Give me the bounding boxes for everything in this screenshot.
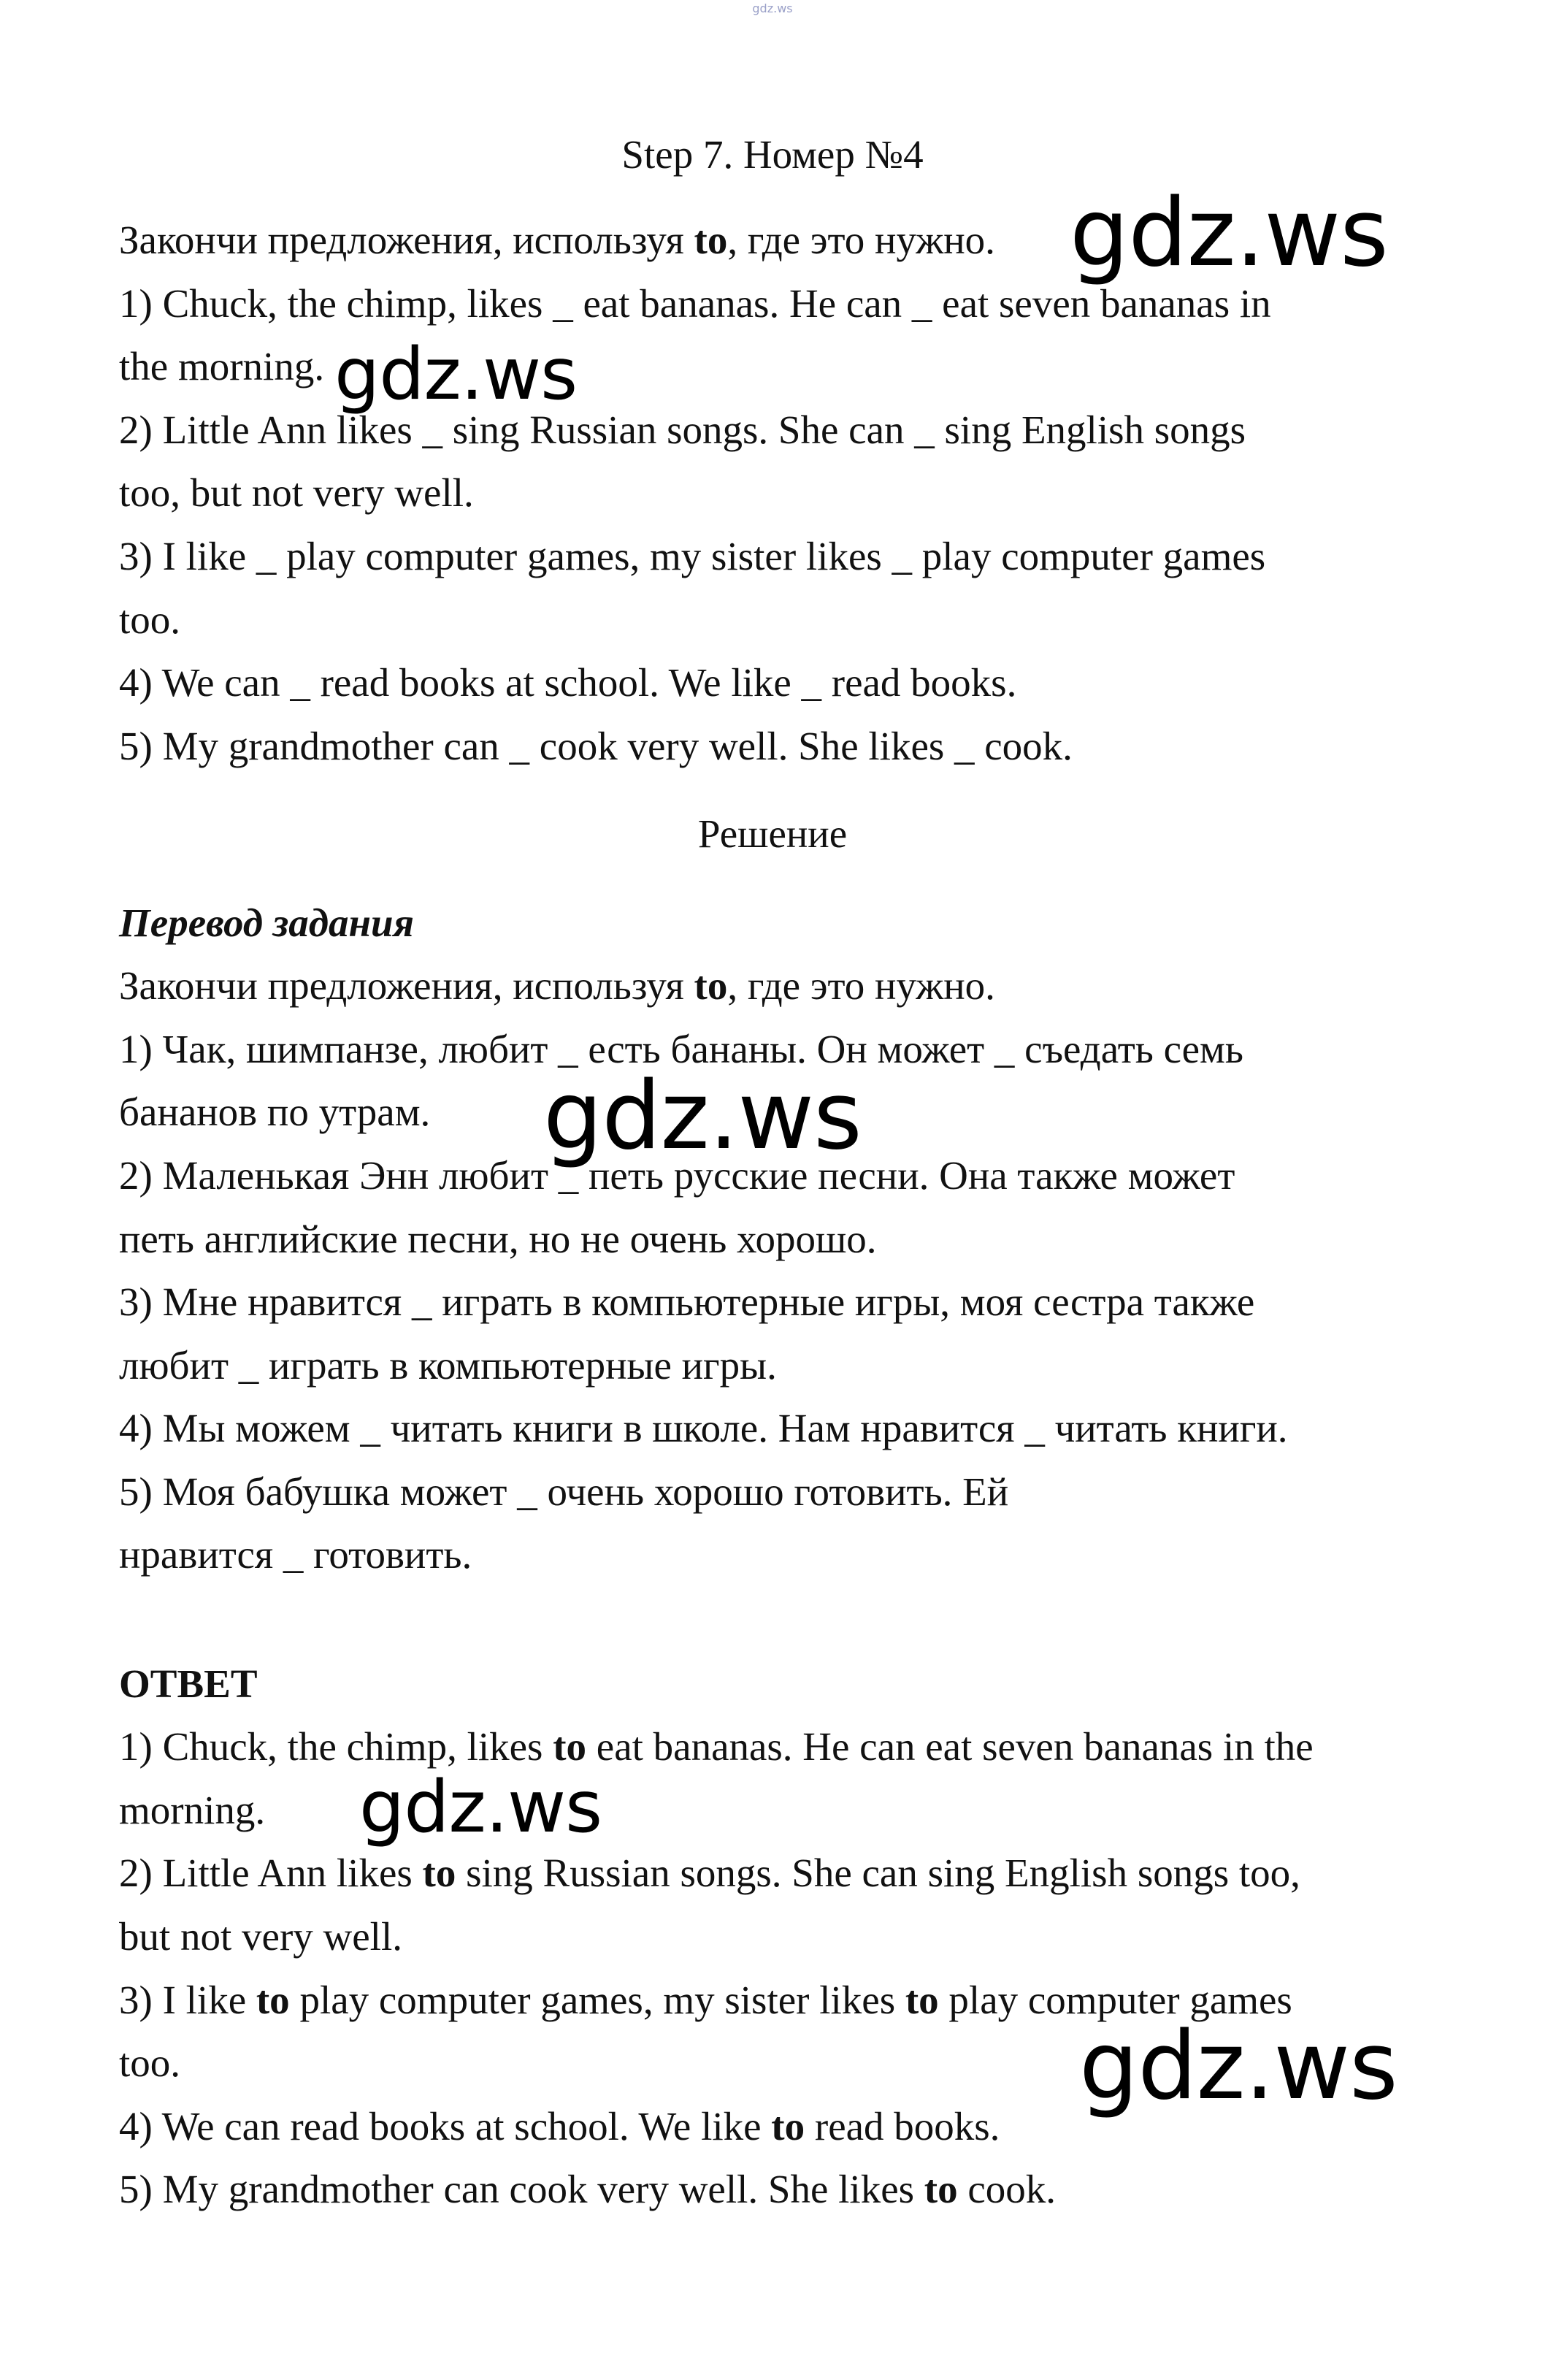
answer-text: 5) My grandmother can cook very well. She likes <box>119 2167 924 2211</box>
translation-instruction-text-end: , где это нужно. <box>727 963 995 1008</box>
answer-keyword: to <box>422 1851 456 1895</box>
answer-keyword: to <box>256 1978 290 2022</box>
answer-text: eat bananas. He can eat seven bananas in the <box>586 1724 1314 1769</box>
answer-text: read books. <box>805 2104 1000 2148</box>
solution-heading: Решение <box>697 811 848 856</box>
translation-instruction <box>119 963 995 1009</box>
translation-line: нравится _ готовить. <box>119 1532 472 1577</box>
task-line: 3) I like _ play computer games, my sister likes _ play computer games <box>119 534 1266 578</box>
translation-instruction-keyword: to <box>694 963 728 1008</box>
answer-line <box>119 2166 1056 2213</box>
answer-keyword: to <box>905 1978 939 2022</box>
task-line: too, but not very well. <box>119 470 474 515</box>
answer-text: 4) We can read books at school. We like <box>119 2104 772 2148</box>
translation-heading: Перевод задания <box>119 900 414 945</box>
answer-keyword: to <box>771 2104 805 2148</box>
answer-text: 3) I like <box>119 1978 256 2022</box>
task-line: 1) Chuck, the chimp, likes _ eat bananas. He can _ eat seven bananas in <box>119 281 1271 326</box>
answer-line <box>119 2103 1000 2150</box>
answer-text: play computer games <box>938 1978 1292 2022</box>
translation-line: 3) Мне нравится _ играть в компьютерные игры, моя сестра также <box>119 1279 1255 1324</box>
task-instruction <box>119 217 995 264</box>
task-instruction-keyword: to <box>694 218 728 262</box>
task-instruction-text: Закончи предложения, используя <box>119 218 694 262</box>
translation-line: 4) Мы можем _ читать книги в школе. Нам нравится _ читать книги. <box>119 1406 1288 1450</box>
task-line: too. <box>119 597 181 642</box>
watermark: gdz.ws <box>1079 2012 1398 2121</box>
answer-text: play computer games, my sister likes <box>289 1978 905 2022</box>
answer-line <box>119 1787 265 1834</box>
answer-text: morning. <box>119 1788 266 1832</box>
watermark: gdz.ws <box>543 1062 862 1171</box>
page-title: Step 7. Номер №4 <box>621 132 924 177</box>
watermark: gdz.ws <box>1070 179 1388 288</box>
answer-keyword: to <box>553 1724 587 1769</box>
answer-keyword: to <box>924 2167 958 2211</box>
translation-instruction-text: Закончи предложения, используя <box>119 963 694 1008</box>
task-line: 2) Little Ann likes _ sing Russian songs. She can _ sing English songs <box>119 407 1246 452</box>
answer-line <box>119 2040 180 2086</box>
answer-heading: ОТВЕТ <box>119 1661 258 1706</box>
watermark: gdz.ws <box>359 1766 602 1849</box>
translation-line: 2) Маленькая Энн любит _ петь русские песни. Она также может <box>119 1153 1235 1198</box>
answer-text: 1) Chuck, the chimp, likes <box>119 1724 553 1769</box>
task-instruction-text-end: , где это нужно. <box>727 218 995 262</box>
answer-line <box>119 1913 402 1960</box>
task-line: 5) My grandmother can _ cook very well. She likes _ cook. <box>119 724 1073 768</box>
task-line: the morning. <box>119 344 325 389</box>
task-line: 4) We can _ read books at school. We like _ read books. <box>119 660 1017 705</box>
answer-text: 2) Little Ann likes <box>119 1851 423 1895</box>
translation-line: бананов по утрам. <box>119 1090 431 1134</box>
answer-text: but not very well. <box>119 1914 402 1959</box>
translation-line: любит _ играть в компьютерные игры. <box>119 1343 777 1388</box>
translation-line: 5) Моя бабушка может _ очень хорошо готовить. Ей <box>119 1469 1009 1514</box>
translation-line: петь английские песни, но не очень хорошо. <box>119 1217 877 1261</box>
watermark: gdz.ws <box>334 333 578 416</box>
answer-line <box>119 1850 1300 1897</box>
translation-line: 1) Чак, шимпанзе, любит _ есть бананы. Он может _ съедать семь <box>119 1027 1243 1071</box>
answer-text: cook. <box>957 2167 1057 2211</box>
header-watermark: gdz.ws <box>752 1 793 15</box>
answer-text: sing Russian songs. She can sing English songs too, <box>456 1851 1300 1895</box>
answer-text: too. <box>119 2040 181 2085</box>
answer-line <box>119 1723 1314 1770</box>
